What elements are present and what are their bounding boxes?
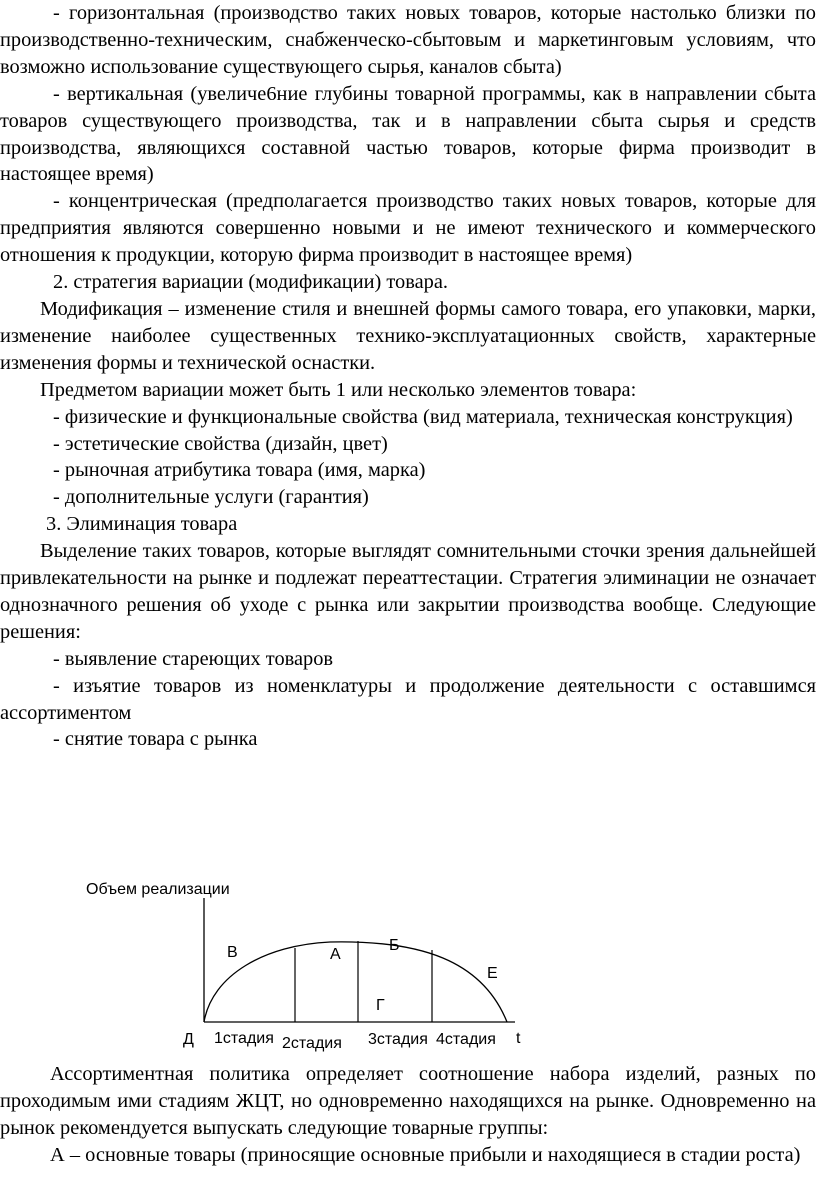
list-item-aesthetic: - эстетические свойства (дизайн, цвет): [53, 432, 388, 455]
stage-label-1: 1стадия: [214, 1030, 274, 1047]
list-item-aging: - выявление стареющих товаров: [53, 647, 334, 670]
y-axis-label: Объем реализации: [86, 881, 230, 898]
stage-label-4: 4стадия: [436, 1031, 496, 1048]
time-axis-label: t: [516, 1030, 521, 1047]
origin-label: Д: [183, 1031, 194, 1048]
region-label-b: Б: [389, 937, 400, 954]
region-label-g: Г: [376, 997, 385, 1014]
life-cycle-curve: [204, 942, 507, 1022]
region-label-e: Е: [487, 965, 498, 982]
heading-variation-strategy: 2. стратегия вариации (модификации) товара.: [53, 271, 449, 294]
paragraph-horizontal: - горизонтальная (производство таких новых товаров, которые настолько близки по производственно-техническим, снабженческо-сбытовым и маркетинговым условиям, что возможно использование существующего сырья, каналов сбыта): [0, 2, 816, 78]
paragraph-variation-subject: Предметом вариации может быть 1 или несколько элементов товара:: [40, 378, 637, 401]
paragraph-group-a: А – основные товары (приносящие основные прибыли и находящиеся в стадии роста): [50, 1143, 801, 1166]
life-cycle-figure: [0, 870, 816, 1060]
paragraph-concentric: - концентрическая (предполагается производство таких новых товаров, которые для предприятия являются совершенно новыми и не имеют технического и коммерческого отношения к продукции, которую фирма производит в настоящее время): [0, 190, 816, 267]
list-item-removal: - снятие товара с рынка: [53, 728, 258, 751]
stage-label-2: 2стадия: [282, 1035, 342, 1052]
body-text-after-figure: [0, 1061, 816, 1169]
list-item-withdrawal: - изъятие товаров из номенклатуры и продолжение деятельности с оставшимся ассортиментом: [0, 674, 816, 724]
paragraph-vertical: - вертикальная (увеличе6ние глубины товарной программы, как в направлении сбыта товаров существующего производства, так и в направлении сбыта сырья и средств производства, являющихся составной частью товаров, которые фирма производит в настоящее время): [0, 82, 816, 186]
list-item-services: - дополнительные услуги (гарантия): [53, 486, 369, 509]
region-label-a: А: [330, 946, 341, 963]
list-item-physical: - физические и функциональные свойства (вид материала, техническая конструкция): [53, 405, 793, 428]
region-label-v: В: [227, 944, 238, 961]
paragraph-elimination: Выделение таких товаров, которые выглядят сомнительными сточки зрения дальнейшей привлекательности на рынке и подлежат переаттестации. Стратегия элиминации не означает однозначного решения об уходе с рынка или закрытии производства вообще. Следующие решения:: [0, 540, 816, 643]
heading-elimination: 3. Элиминация товара: [46, 513, 238, 536]
list-item-market-attributes: - рыночная атрибутика товара (имя, марка): [53, 459, 426, 482]
paragraph-assortment-policy: Ассортиментная политика определяет соотношение набора изделий, разных по проходимым ими стадиям ЖЦТ, но одновременно находящихся на рынке. Одновременно на рынок рекомендуется выпускать следующие товарные группы:: [0, 1063, 816, 1139]
stage-label-3: 3стадия: [368, 1031, 428, 1048]
paragraph-modification: Модификация – изменение стиля и внешней формы самого товара, его упаковки, марки, изменение наиболее существенных технико-эксплуатационных свойств, характерные изменения формы и технической оснастки.: [0, 297, 816, 374]
life-cycle-diagram: [0, 870, 816, 1060]
